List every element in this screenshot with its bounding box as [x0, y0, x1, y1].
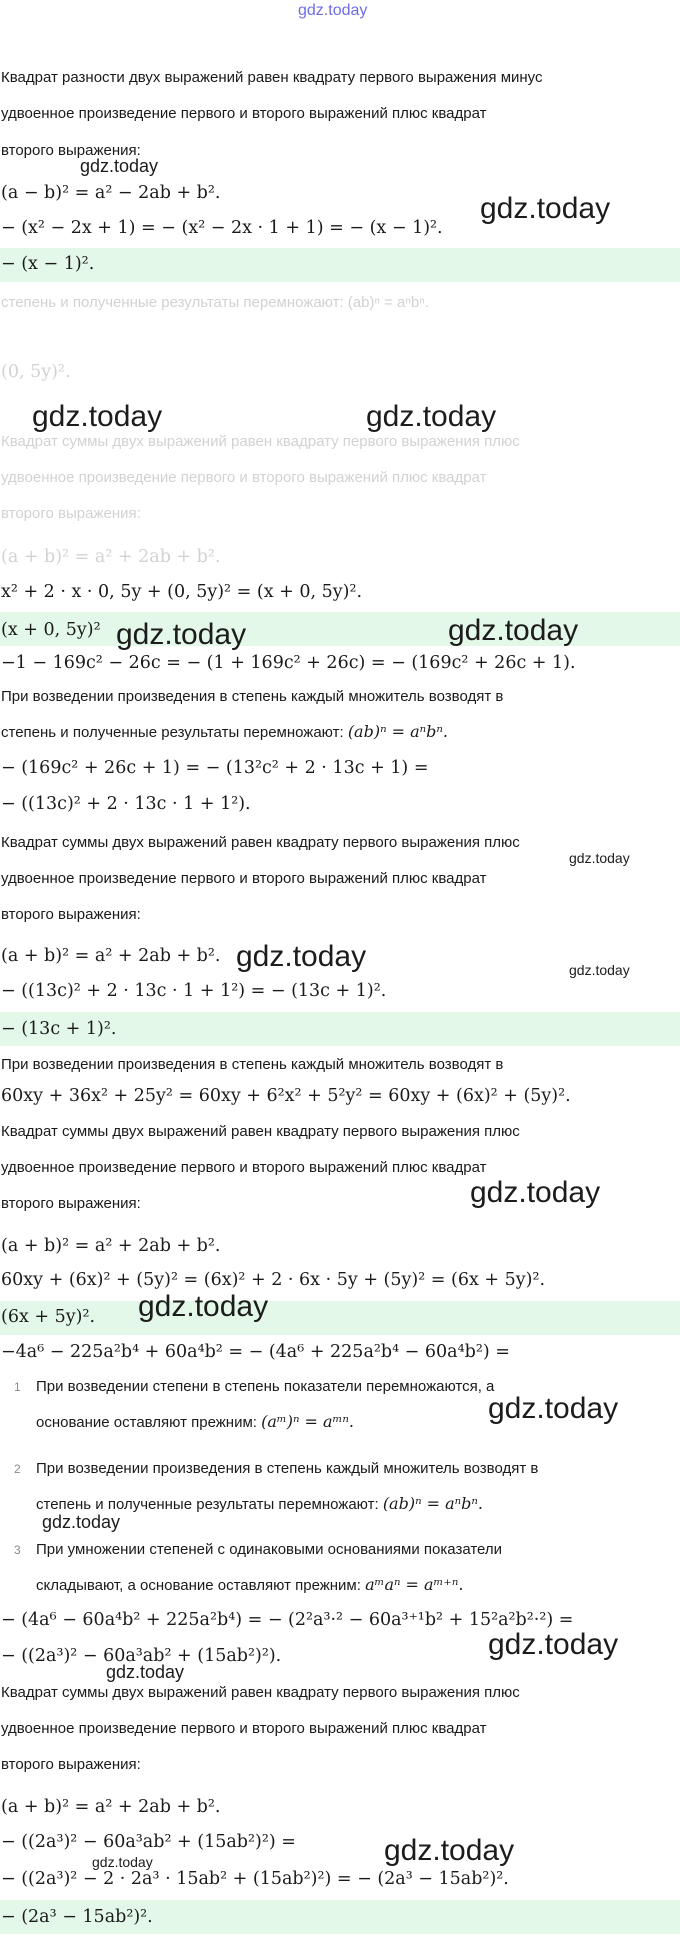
- rule-text: удвоенное произведение первого и второго выражений плюс квадрат: [1, 1720, 487, 1737]
- rule-text: удвоенное произведение первого и второго выражений плюс квадрат: [1, 870, 487, 887]
- rule-text: второго выражения:: [1, 142, 141, 159]
- list-item-text: складывают, а основание оставляют прежним: aᵐaⁿ = aᵐ⁺ⁿ.: [36, 1575, 464, 1594]
- answer: (x + 0, 5y)²: [1, 620, 101, 640]
- formula: − ((2a³)² − 2 · 2a³ · 15ab² + (15ab²)²) = − (2a³ − 15ab²)².: [1, 1869, 509, 1889]
- rule-text: второго выражения:: [1, 1195, 141, 1212]
- list-item-text: степень и полученные результаты перемножают: (ab)ⁿ = aⁿbⁿ.: [36, 1494, 483, 1513]
- rule-text: Квадрат суммы двух выражений равен квадрату первого выражения плюс: [1, 1123, 520, 1140]
- formula: (a + b)² = a² + 2ab + b².: [1, 1797, 221, 1817]
- list-item-text: При умножении степеней с одинаковыми основаниями показатели: [36, 1541, 503, 1558]
- formula: −4a⁶ − 225a²b⁴ + 60a⁴b² = − (4a⁶ + 225a²b⁴ − 60a⁴b²) =: [1, 1342, 510, 1362]
- answer-highlight: [0, 248, 680, 282]
- formula: 60xy + (6x)² + (5y)² = (6x)² + 2 · 6x · 5y + (5y)² = (6x + 5y)².: [1, 1270, 546, 1290]
- formula: − ((13c)² + 2 · 13c · 1 + 1²) = − (13c + 1)².: [1, 981, 387, 1001]
- rule-text: удвоенное произведение первого и второго выражений плюс квадрат: [1, 1159, 487, 1176]
- answer: − (13c + 1)².: [1, 1019, 117, 1039]
- formula: − ((2a³)² − 60a³ab² + (15ab²)²) =: [1, 1832, 296, 1852]
- watermark: gdz.today: [92, 1854, 153, 1870]
- list-item-text: При возведении произведения в степень каждый множитель возводят в: [36, 1460, 539, 1477]
- answer: (6x + 5y)².: [1, 1307, 96, 1327]
- rule-text: Квадрат суммы двух выражений равен квадрату первого выражения плюс: [1, 1684, 520, 1701]
- list-item-text: основание оставляют прежним: (aᵐ)ⁿ = aᵐⁿ.: [36, 1412, 354, 1431]
- watermark: gdz.today: [488, 1628, 619, 1661]
- formula: −1 − 169c² − 26c = − (1 + 169c² + 26c) = − (169c² + 26c + 1).: [1, 653, 576, 673]
- answer-highlight: [0, 1301, 680, 1335]
- watermark: gdz.today: [138, 1290, 269, 1323]
- formula: x² + 2 · x · 0, 5y + (0, 5y)² = (x + 0, 5y)².: [1, 582, 363, 602]
- faded-formula: (0, 5y)².: [1, 362, 71, 382]
- answer: − (x − 1)².: [1, 254, 95, 274]
- rule-text: При возведении произведения в степень каждый множитель возводят в: [1, 1056, 504, 1073]
- list-number: 3: [14, 1543, 21, 1557]
- list-number: 1: [14, 1380, 21, 1394]
- rule-text: второго выражения:: [1, 1756, 141, 1773]
- rule-text: степень и полученные результаты перемножают: (ab)ⁿ = aⁿbⁿ.: [1, 722, 448, 741]
- watermark: gdz.today: [488, 1392, 619, 1425]
- rule-text: Квадрат суммы двух выражений равен квадрату первого выражения плюс: [1, 834, 520, 851]
- rule-text: удвоенное произведение первого и второго выражений плюс квадрат: [1, 105, 487, 122]
- watermark: gdz.today: [32, 400, 163, 433]
- watermark: gdz.today: [80, 156, 159, 176]
- rule-text: второго выражения:: [1, 906, 141, 923]
- watermark: gdz.today: [448, 614, 579, 647]
- formula: (a + b)² = a² + 2ab + b².: [1, 1236, 221, 1256]
- rule-text: Квадрат разности двух выражений равен квадрату первого выражения минус: [1, 69, 543, 86]
- watermark: gdz.today: [298, 2, 368, 19]
- faded-text: степень и полученные результаты перемножают: (ab)ⁿ = aⁿbⁿ.: [1, 294, 429, 311]
- watermark: gdz.today: [569, 962, 630, 978]
- formula: − (4a⁶ − 60a⁴b² + 225a²b⁴) = − (2²a³·² − 60a³⁺¹b² + 15²a²b²·²) =: [1, 1610, 574, 1630]
- formula: (a − b)² = a² − 2ab + b².: [1, 183, 221, 203]
- watermark: gdz.today: [480, 192, 611, 225]
- list-item-text: При возведении степени в степень показатели перемножаются, а: [36, 1378, 495, 1395]
- faded-formula: (a + b)² = a² + 2ab + b².: [1, 547, 221, 567]
- list-number: 2: [14, 1462, 21, 1476]
- formula: − ((13c)² + 2 · 13c · 1 + 1²).: [1, 794, 251, 814]
- watermark: gdz.today: [106, 1662, 185, 1682]
- formula: (a + b)² = a² + 2ab + b².: [1, 946, 221, 966]
- watermark: gdz.today: [384, 1834, 515, 1867]
- watermark: gdz.today: [116, 618, 247, 651]
- watermark: gdz.today: [569, 850, 630, 866]
- answer: − (2a³ − 15ab²)².: [1, 1907, 153, 1927]
- watermark: gdz.today: [236, 940, 367, 973]
- formula: − (169c² + 26c + 1) = − (13²c² + 2 · 13c + 1) =: [1, 758, 429, 778]
- watermark: gdz.today: [42, 1512, 121, 1532]
- watermark: gdz.today: [366, 400, 497, 433]
- faded-text: второго выражения:: [1, 505, 141, 522]
- formula: 60xy + 36x² + 25y² = 60xy + 6²x² + 5²y² = 60xy + (6x)² + (5y)².: [1, 1086, 571, 1106]
- watermark: gdz.today: [470, 1176, 601, 1209]
- formula: − (x² − 2x + 1) = − (x² − 2x · 1 + 1) = − (x − 1)².: [1, 218, 443, 238]
- faded-text: Квадрат суммы двух выражений равен квадрату первого выражения плюс: [1, 433, 520, 450]
- formula: − ((2a³)² − 60a³ab² + (15ab²)²).: [1, 1646, 282, 1666]
- rule-text: При возведении произведения в степень каждый множитель возводят в: [1, 688, 504, 705]
- faded-text: удвоенное произведение первого и второго выражений плюс квадрат: [1, 469, 487, 486]
